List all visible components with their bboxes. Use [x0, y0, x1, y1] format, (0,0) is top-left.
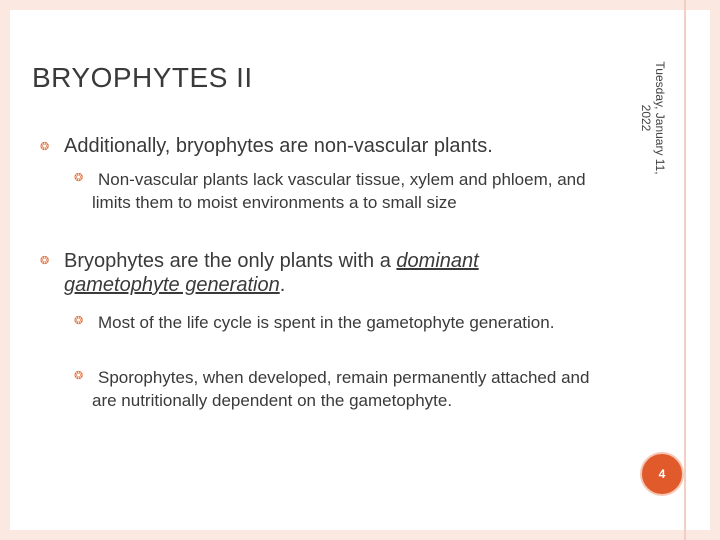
bullet-point-2: Bryophytes are the only plants with a dominant gametophyte generation.: [64, 250, 479, 296]
sub-bullet-icon: ❂: [74, 315, 84, 327]
sub-bullet-2-1: Most of the life cycle is spent in the gametophyte generation.: [98, 313, 555, 332]
slide-title: BRYOPHYTES II: [32, 62, 253, 93]
slide-date: Tuesday, January 11, 2022: [639, 61, 667, 175]
sub-bullet-2-2: Sporophytes, when developed, remain permanently attached and are nutritionally dependent on the gametophyte.: [92, 368, 590, 410]
bullet-point-1: Additionally, bryophytes are non-vascular plants.: [64, 135, 493, 157]
bullet-icon: ❂: [40, 141, 50, 153]
bullet-icon: ❂: [40, 255, 50, 267]
right-divider-line: [684, 0, 686, 540]
sub-bullet-icon: ❂: [74, 172, 84, 184]
sub-bullet-icon: ❂: [74, 370, 84, 382]
page-number-badge: 4: [640, 452, 684, 496]
sub-bullet-1-1: Non-vascular plants lack vascular tissue, xylem and phloem, and limits them to moist environments a to small size: [92, 170, 586, 212]
emphasis-text: dominant gametophyte generation: [64, 250, 479, 296]
